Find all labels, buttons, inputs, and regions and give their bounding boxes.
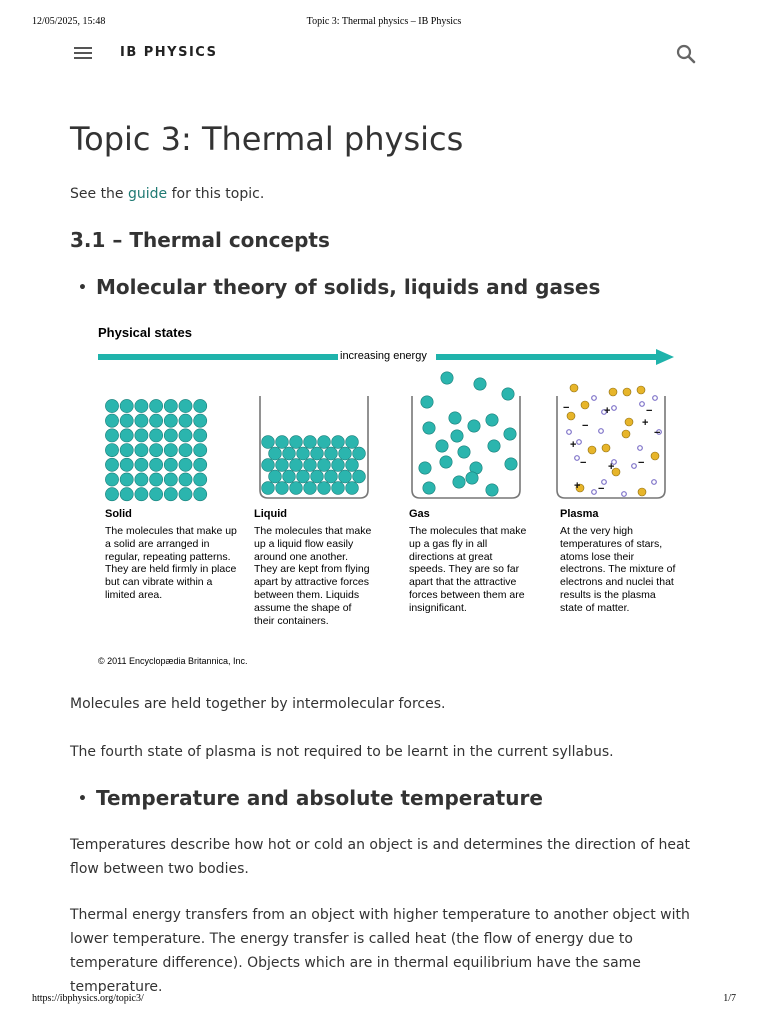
state-name-liquid: Liquid bbox=[254, 508, 287, 520]
physical-states-figure bbox=[94, 322, 684, 670]
liquid-molecule bbox=[318, 482, 331, 495]
liquid-molecule bbox=[346, 459, 359, 472]
plasma-electron bbox=[567, 430, 572, 435]
solid-molecule bbox=[120, 488, 133, 501]
solid-molecule bbox=[135, 414, 148, 427]
liquid-molecule bbox=[325, 470, 338, 483]
gas-molecule bbox=[419, 462, 431, 474]
liquid-molecule bbox=[346, 436, 359, 449]
figure-copyright: © 2011 Encyclopædia Britannica, Inc. bbox=[98, 656, 248, 666]
liquid-molecule bbox=[283, 447, 296, 460]
solid-molecule bbox=[120, 458, 133, 471]
plasma-electron bbox=[577, 440, 582, 445]
plasma-nucleus bbox=[625, 418, 633, 426]
solid-molecule bbox=[105, 458, 118, 471]
plasma-electron bbox=[575, 456, 580, 461]
liquid-molecule bbox=[304, 459, 317, 472]
solid-molecule bbox=[135, 458, 148, 471]
solid-molecule bbox=[105, 429, 118, 442]
solid-molecule bbox=[135, 429, 148, 442]
gas-molecule bbox=[453, 476, 465, 488]
print-url: https://ibphysics.org/topic3/ bbox=[32, 993, 144, 1004]
solid-molecule bbox=[194, 399, 207, 412]
gas-molecule bbox=[440, 456, 452, 468]
solid-molecule bbox=[135, 444, 148, 457]
solid-molecule bbox=[179, 399, 192, 412]
liquid-molecule bbox=[332, 482, 345, 495]
solid-molecule bbox=[105, 399, 118, 412]
solid-molecule bbox=[164, 488, 177, 501]
solid-molecule bbox=[120, 444, 133, 457]
site-brand[interactable]: IB PHYSICS bbox=[120, 45, 218, 60]
solid-molecule bbox=[150, 444, 163, 457]
paragraph-intermolecular: Molecules are held together by intermolecular forces. bbox=[70, 696, 446, 712]
liquid-molecule bbox=[276, 459, 289, 472]
gas-molecule bbox=[436, 440, 448, 452]
plasma-charge: + bbox=[642, 417, 649, 429]
plasma-electron bbox=[640, 402, 645, 407]
arrow-label: increasing energy bbox=[340, 350, 427, 362]
solid-molecule bbox=[135, 399, 148, 412]
states-diagram bbox=[94, 322, 684, 670]
solid-molecule bbox=[194, 488, 207, 501]
gas-molecule bbox=[423, 482, 435, 494]
solid-molecule bbox=[194, 414, 207, 427]
print-page-number: 1/7 bbox=[723, 993, 736, 1004]
solid-molecule bbox=[150, 488, 163, 501]
liquid-molecule bbox=[325, 447, 338, 460]
solid-molecule bbox=[135, 488, 148, 501]
plasma-electron bbox=[652, 480, 657, 485]
gas-molecule bbox=[458, 446, 470, 458]
solid-molecule bbox=[120, 399, 133, 412]
plasma-charge: − bbox=[580, 457, 587, 469]
site-header bbox=[0, 44, 768, 66]
gas-molecule bbox=[488, 440, 500, 452]
gas-molecule bbox=[502, 388, 514, 400]
solid-molecule bbox=[164, 458, 177, 471]
solid-molecule bbox=[105, 444, 118, 457]
section-heading: 3.1 – Thermal concepts bbox=[70, 228, 330, 252]
intro-text: See the guide for this topic. bbox=[70, 186, 265, 202]
solid-molecule bbox=[105, 473, 118, 486]
liquid-molecule bbox=[276, 482, 289, 495]
liquid-molecule bbox=[269, 447, 282, 460]
liquid-molecule bbox=[262, 459, 275, 472]
solid-molecule bbox=[105, 414, 118, 427]
plasma-nucleus bbox=[622, 430, 630, 438]
molecules-layer bbox=[105, 372, 661, 501]
gas-molecule bbox=[449, 412, 461, 424]
plasma-charge: + bbox=[604, 405, 611, 417]
energy-arrow-head bbox=[656, 349, 674, 365]
liquid-molecule bbox=[297, 447, 310, 460]
liquid-molecule bbox=[339, 470, 352, 483]
plasma-charge: + bbox=[574, 480, 581, 492]
state-name-gas: Gas bbox=[409, 508, 430, 520]
solid-molecule bbox=[164, 444, 177, 457]
figure-title: Physical states bbox=[98, 325, 192, 340]
liquid-molecule bbox=[276, 436, 289, 449]
liquid-molecule bbox=[283, 470, 296, 483]
liquid-molecule bbox=[304, 482, 317, 495]
gas-molecule bbox=[441, 372, 453, 384]
print-datetime: 12/05/2025, 15:48 bbox=[32, 16, 106, 27]
paragraph-plasma-note: The fourth state of plasma is not required to be learnt in the current syllabus. bbox=[70, 744, 614, 760]
solid-molecule bbox=[194, 473, 207, 486]
solid-molecule bbox=[164, 429, 177, 442]
plasma-nucleus bbox=[602, 444, 610, 452]
state-desc-plasma: At the very high temperatures of stars, atoms lose their electrons. The mixture of electrons and nuclei that results is the plasma state of matter. bbox=[560, 525, 676, 614]
gas-molecule bbox=[451, 430, 463, 442]
gas-molecule bbox=[421, 396, 433, 408]
plasma-nucleus bbox=[570, 384, 578, 392]
solid-molecule bbox=[120, 429, 133, 442]
liquid-molecule bbox=[318, 436, 331, 449]
liquid-molecule bbox=[311, 447, 324, 460]
paragraph-thermal-energy: Thermal energy transfers from an object with higher temperature to another object with lower temperature. The energy transfer is called heat (the flow of energy due to temperature difference). Objects which are in thermal equilibrium have the same temperature. bbox=[70, 907, 690, 995]
solid-molecule bbox=[194, 429, 207, 442]
solid-molecule bbox=[164, 473, 177, 486]
solid-molecule bbox=[179, 488, 192, 501]
liquid-molecule bbox=[353, 447, 366, 460]
solid-molecule bbox=[135, 473, 148, 486]
solid-molecule bbox=[164, 414, 177, 427]
gas-molecule bbox=[486, 484, 498, 496]
solid-molecule bbox=[179, 429, 192, 442]
solid-molecule bbox=[179, 444, 192, 457]
plasma-electron bbox=[592, 396, 597, 401]
gas-molecule bbox=[486, 414, 498, 426]
liquid-molecule bbox=[311, 470, 324, 483]
liquid-molecule bbox=[339, 447, 352, 460]
plasma-charge: − bbox=[646, 405, 653, 417]
plasma-electron bbox=[622, 492, 627, 497]
liquid-molecule bbox=[269, 470, 282, 483]
liquid-molecule bbox=[332, 436, 345, 449]
energy-arrow-right bbox=[436, 354, 658, 360]
solid-molecule bbox=[194, 444, 207, 457]
liquid-molecule bbox=[262, 436, 275, 449]
paragraph-temperature-definition: Temperatures describe how hot or cold an object is and determines the direction of heat flow between two bodies. bbox=[70, 837, 691, 877]
plasma-electron bbox=[592, 490, 597, 495]
plasma-electron bbox=[632, 464, 637, 469]
solid-molecule bbox=[150, 414, 163, 427]
liquid-molecule bbox=[346, 482, 359, 495]
plasma-nucleus bbox=[623, 388, 631, 396]
liquid-molecule bbox=[290, 436, 303, 449]
plasma-charge: − bbox=[598, 483, 605, 495]
solid-molecule bbox=[164, 399, 177, 412]
solid-molecule bbox=[194, 458, 207, 471]
liquid-molecule bbox=[318, 459, 331, 472]
solid-molecule bbox=[105, 488, 118, 501]
page-title: Topic 3: Thermal physics bbox=[70, 120, 464, 158]
plasma-charge: − bbox=[638, 457, 645, 469]
gas-molecule bbox=[423, 422, 435, 434]
solid-molecule bbox=[150, 399, 163, 412]
liquid-molecule bbox=[262, 482, 275, 495]
liquid-molecule bbox=[290, 482, 303, 495]
solid-molecule bbox=[150, 429, 163, 442]
plasma-nucleus bbox=[588, 446, 596, 454]
plasma-electron bbox=[612, 406, 617, 411]
plasma-charge: − bbox=[654, 427, 661, 439]
plasma-nucleus bbox=[581, 401, 589, 409]
solid-molecule bbox=[179, 473, 192, 486]
liquid-molecule bbox=[297, 470, 310, 483]
state-name-solid: Solid bbox=[105, 508, 132, 520]
hamburger-menu-icon[interactable] bbox=[74, 46, 92, 60]
plasma-nucleus bbox=[637, 386, 645, 394]
plasma-electron bbox=[638, 446, 643, 451]
plasma-charge: + bbox=[608, 461, 615, 473]
liquid-molecule bbox=[304, 436, 317, 449]
liquid-molecule bbox=[332, 459, 345, 472]
plasma-electron bbox=[599, 429, 604, 434]
state-desc-solid: The molecules that make up a solid are arranged in regular, repeating patterns. They are held firmly in place but can vibrate within a limited area. bbox=[105, 525, 237, 601]
liquid-molecule bbox=[290, 459, 303, 472]
print-page-title: Topic 3: Thermal physics – IB Physics bbox=[306, 16, 462, 27]
liquid-molecule bbox=[353, 470, 366, 483]
guide-link[interactable]: guide bbox=[128, 186, 168, 202]
solid-molecule bbox=[120, 473, 133, 486]
gas-molecule bbox=[466, 472, 478, 484]
solid-molecule bbox=[179, 414, 192, 427]
gas-molecule bbox=[468, 420, 480, 432]
state-desc-gas: The molecules that make up a gas fly in all directions at great speeds. They are so far apart that the attractive forces between them are insignificant. bbox=[409, 525, 527, 614]
solid-molecule bbox=[179, 458, 192, 471]
plasma-charge: − bbox=[563, 402, 570, 414]
plasma-charge: + bbox=[570, 439, 577, 451]
search-icon[interactable] bbox=[676, 44, 696, 64]
energy-arrow-left bbox=[98, 354, 338, 360]
gas-molecule bbox=[505, 458, 517, 470]
solid-molecule bbox=[150, 473, 163, 486]
plasma-nucleus bbox=[638, 488, 646, 496]
gas-molecule bbox=[504, 428, 516, 440]
gas-molecule bbox=[474, 378, 486, 390]
plasma-nucleus bbox=[651, 452, 659, 460]
state-name-plasma: Plasma bbox=[560, 508, 599, 520]
plasma-charge: − bbox=[582, 420, 589, 432]
plasma-nucleus bbox=[609, 388, 617, 396]
plasma-electron bbox=[653, 396, 658, 401]
state-desc-liquid: The molecules that make up a liquid flow easily around one another. They are kept from flying apart by attractive forces between them. Liquids assume the shape of their containers. bbox=[254, 525, 372, 627]
solid-molecule bbox=[120, 414, 133, 427]
solid-molecule bbox=[150, 458, 163, 471]
